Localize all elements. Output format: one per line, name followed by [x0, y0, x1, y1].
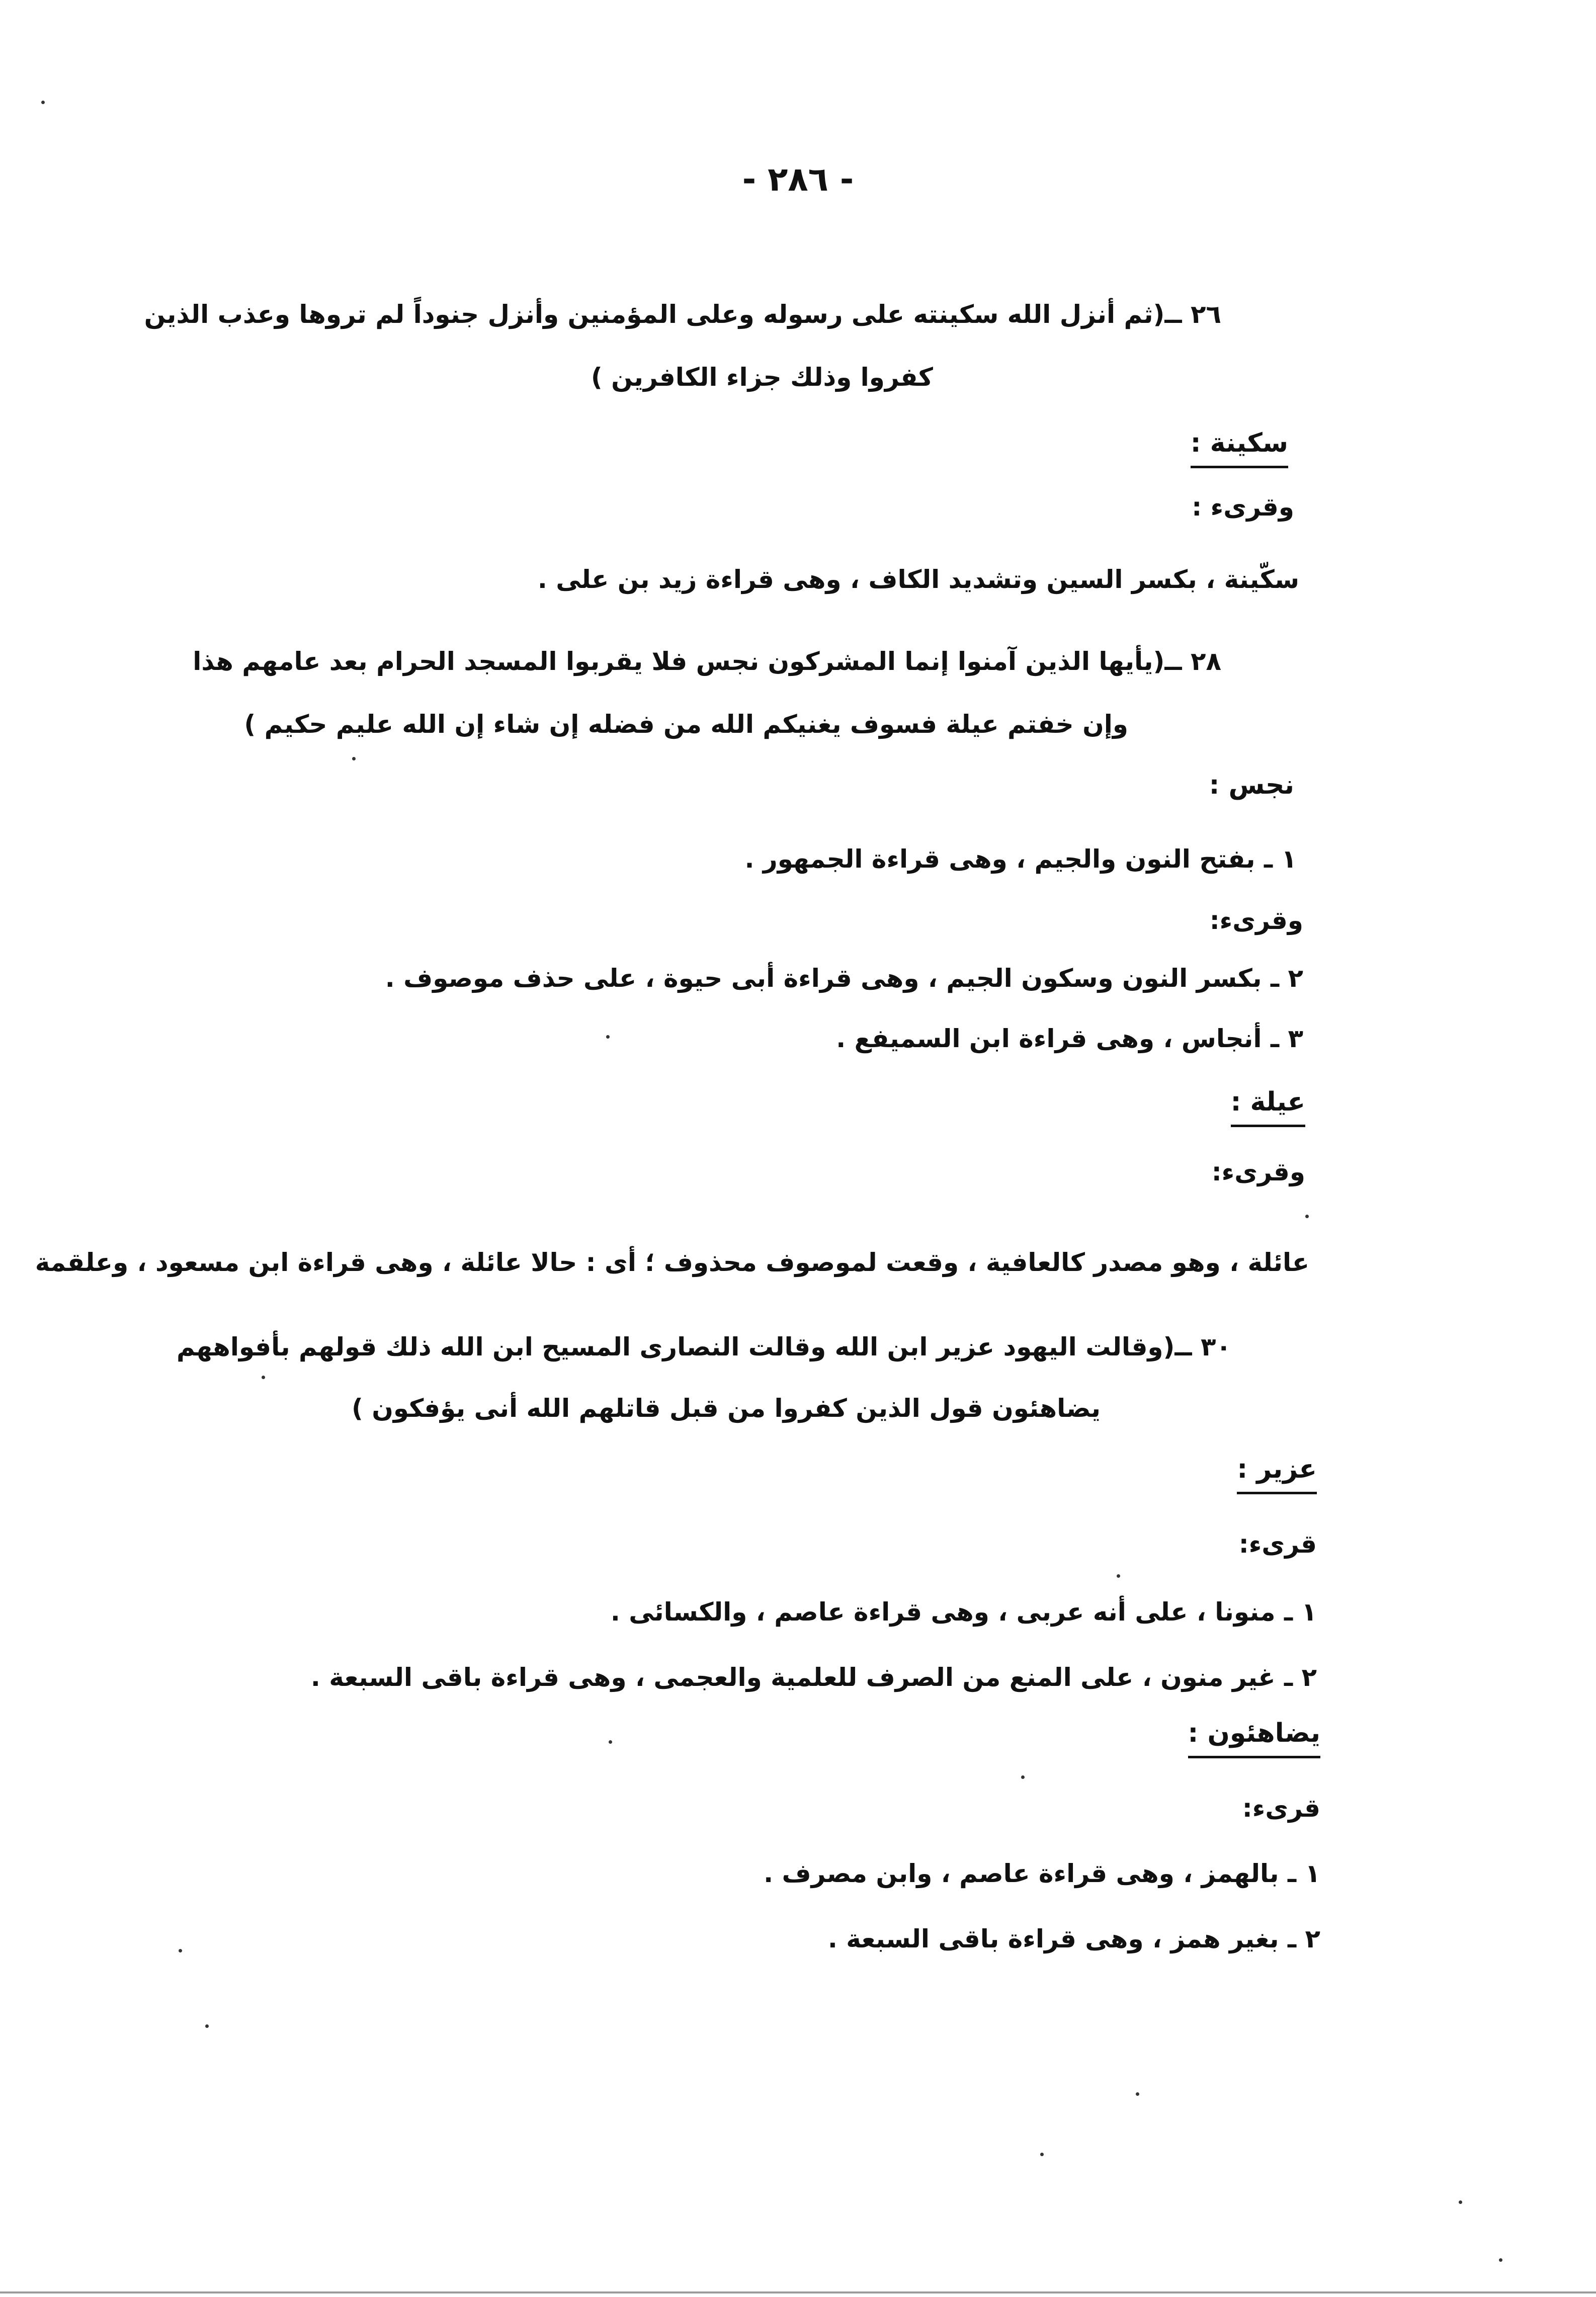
heading-sakina: سكينة :: [1191, 428, 1288, 468]
najas-reading-2: ٢ ـ بكسر النون وسكون الجيم ، وهى قراءة أبى حيوة ، على حذف موصوف .: [385, 964, 1303, 993]
scan-speck: [205, 2024, 209, 2028]
scan-speck: [609, 1740, 612, 1744]
heading-yudahiun: يضاهئون :: [1188, 1718, 1320, 1758]
verse-26-line-2: كفروا وذلك جزاء الكافرين ): [591, 363, 933, 392]
uzayr-reading-1: ١ ـ منونا ، على أنه عربى ، وهى قراءة عاصم ، والكسائى .: [610, 1597, 1317, 1627]
verse-28-line-2: وإن خفتم عيلة فسوف يغنيكم الله من فضله إن شاء إن الله عليم حكيم ): [244, 710, 1128, 739]
scan-speck: [1305, 1215, 1309, 1218]
ayla-reading: عائلة ، وهو مصدر كالعافية ، وقعت لموصوف محذوف ؛ أى : حالا عائلة ، وهى قراءة ابن مسعود ، وعلقمة: [35, 1248, 1309, 1277]
scan-speck: [1459, 2200, 1462, 2204]
uzayr-reading-2: ٢ ـ غير منون ، على المنع من الصرف للعلمية والعجمى ، وهى قراءة باقى السبعة .: [310, 1663, 1317, 1692]
najas-reading-3: ٣ ـ أنجاس ، وهى قراءة ابن السميفع .: [836, 1024, 1303, 1053]
scan-speck: [179, 1949, 182, 1952]
yudahiun-reading-1: ١ ـ بالهمز ، وهى قراءة عاصم ، وابن مصرف .: [764, 1859, 1320, 1888]
page-bottom-edge: [0, 2291, 1596, 2293]
sakina-qurie-label: وقرىء :: [1192, 492, 1294, 522]
heading-najas: نجس :: [1209, 770, 1294, 800]
scan-speck: [606, 1035, 610, 1039]
verse-28-line-1: ٢٨ ــ(يأيها الذين آمنوا إنما المشركون نجس فلا يقربوا المسجد الحرام بعد عامهم هذا: [193, 647, 1221, 676]
yudahiun-qurie-label: قرىء:: [1242, 1794, 1320, 1823]
sakina-reading: سكّينة ، بكسر السين وتشديد الكاف ، وهى قراءة زيد بن على .: [537, 565, 1299, 594]
ayla-qurie-label: وقرىء:: [1211, 1157, 1305, 1186]
scan-speck: [262, 1376, 265, 1379]
uzayr-qurie-label: قرىء:: [1238, 1529, 1317, 1559]
scan-speck: [1136, 2092, 1139, 2096]
verse-26-line-1: ٢٦ ــ(ثم أنزل الله سكينته على رسوله وعلى المؤمنين وأنزل جنوداً لم تروها وعذب الذين: [144, 300, 1221, 329]
verse-30-line-2: يضاهئون قول الذين كفروا من قبل قاتلهم الله أنى يؤفكون ): [351, 1394, 1101, 1423]
scan-speck: [352, 757, 356, 760]
heading-ayla: عيلة :: [1231, 1086, 1305, 1127]
scan-speck: [41, 101, 45, 104]
scan-speck: [1040, 2153, 1044, 2156]
scan-speck: [1021, 1775, 1025, 1779]
yudahiun-reading-2: ٢ ـ بغير همز ، وهى قراءة باقى السبعة .: [827, 1924, 1320, 1953]
najas-reading-1: ١ ـ بفتح النون والجيم ، وهى قراءة الجمهور .: [744, 844, 1297, 874]
najas-qurie-label: وقرىء:: [1209, 906, 1303, 935]
page-number: - ٢٨٦ -: [742, 160, 854, 199]
verse-30-line-1: ٣٠ ــ(وقالت اليهود عزير ابن الله وقالت النصارى المسيح ابن الله ذلك قولهم بأفواههم: [176, 1332, 1231, 1362]
scan-speck: [1117, 1574, 1120, 1578]
scan-speck: [1499, 2258, 1502, 2262]
heading-uzayr: عزير :: [1237, 1454, 1317, 1494]
